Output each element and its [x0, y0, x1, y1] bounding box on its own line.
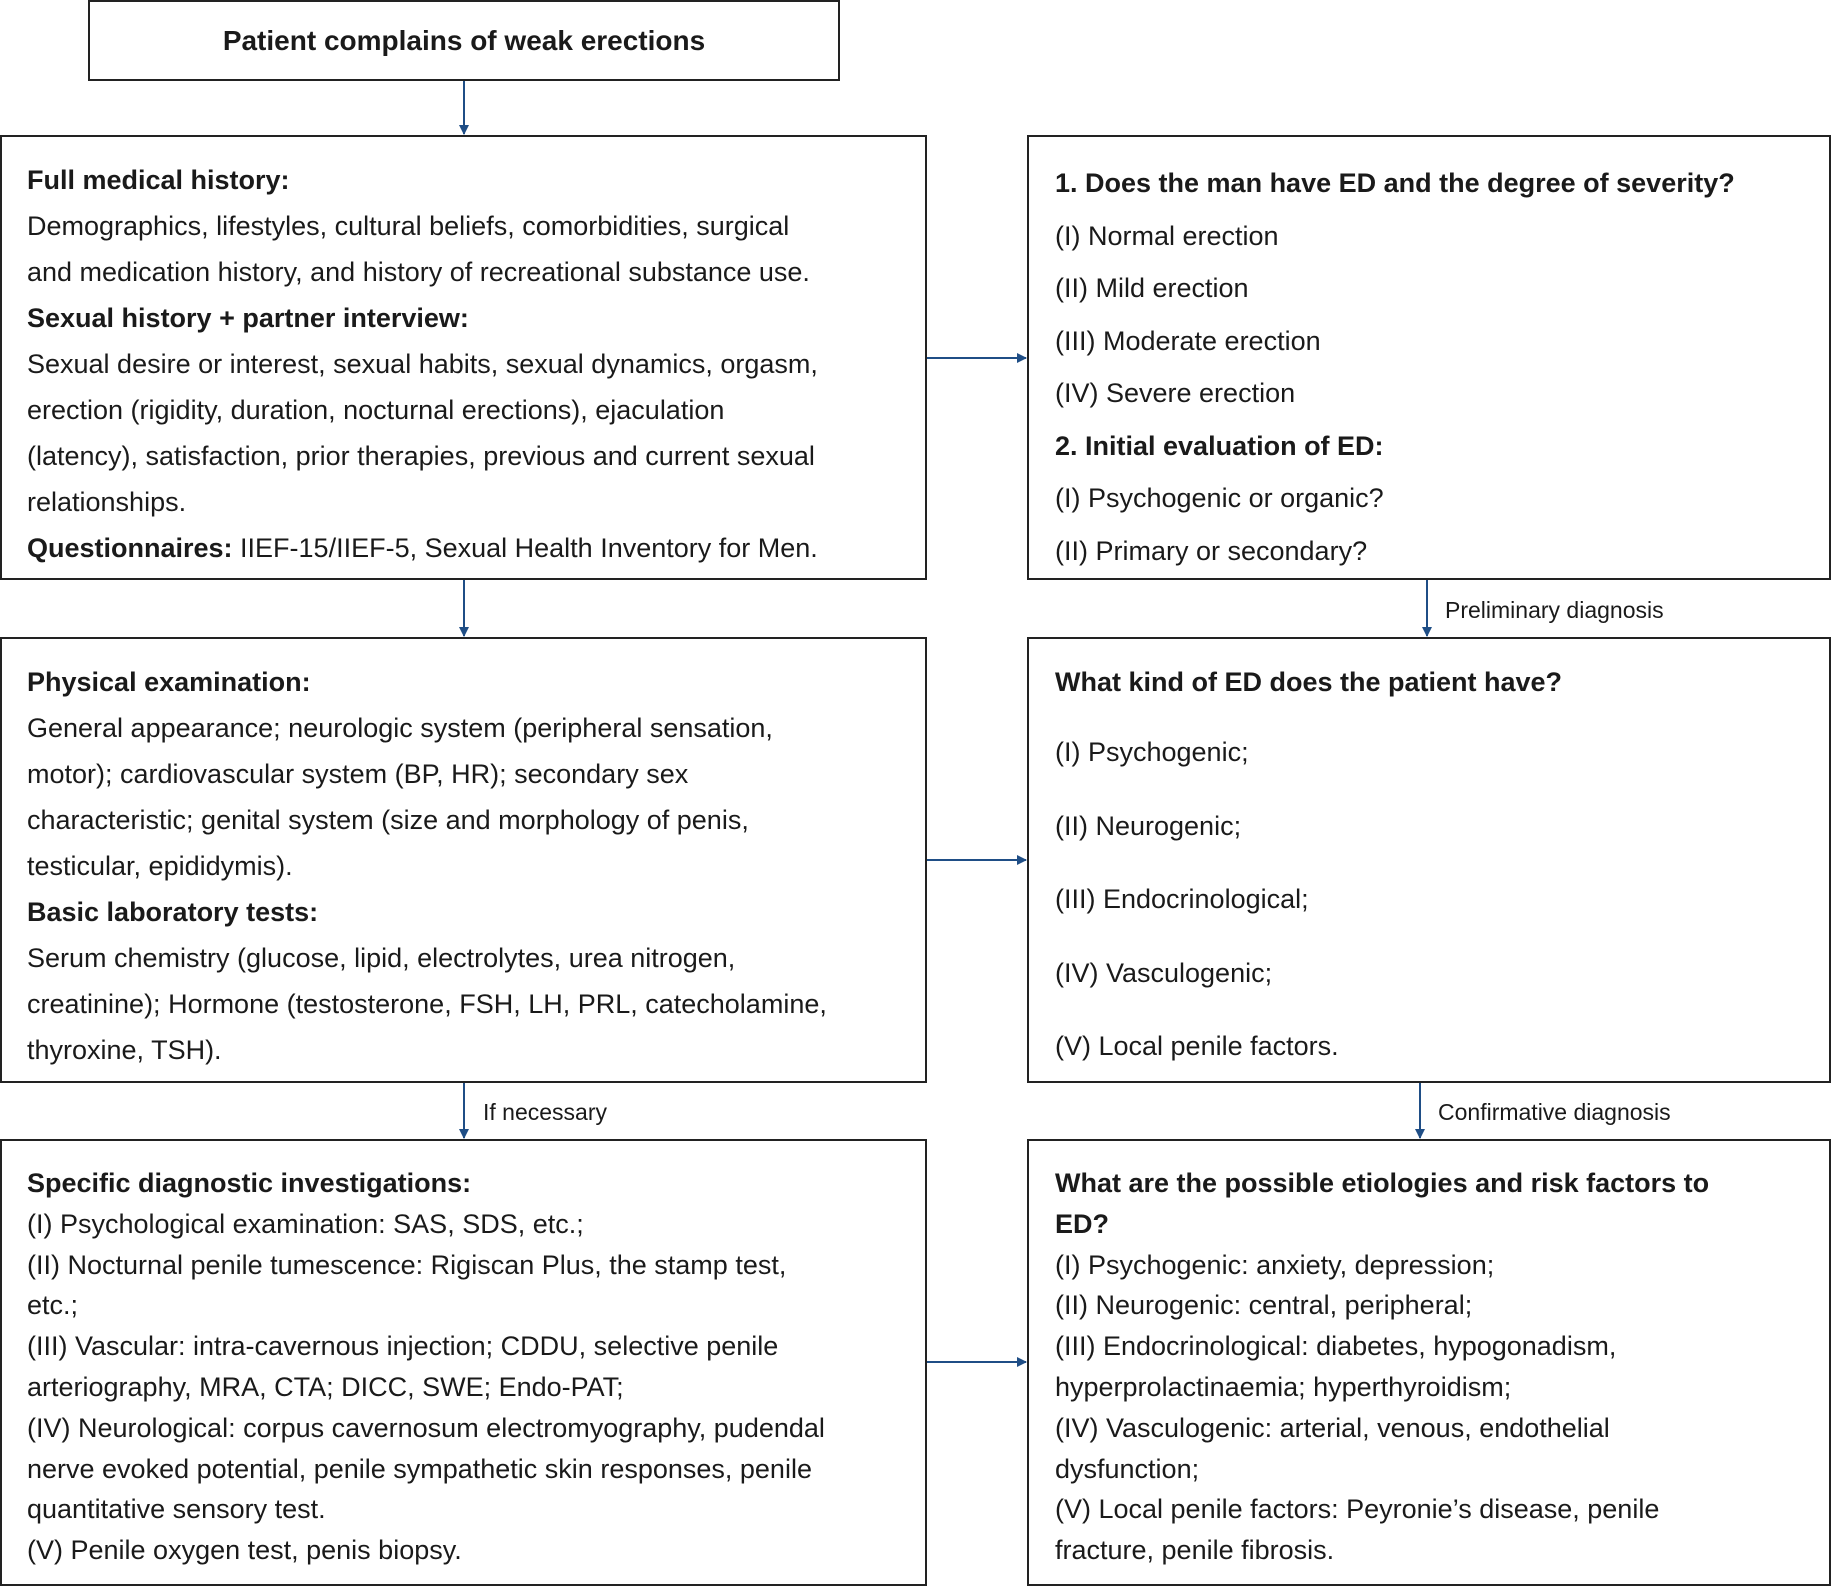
etiology-line: (III) Endocrinological: diabetes, hypogonadism,	[1055, 1331, 1617, 1362]
kind-item: (II) Neurogenic;	[1055, 810, 1242, 841]
physical-heading: Physical examination:	[27, 667, 311, 697]
box-ed-kind	[1027, 637, 1831, 1083]
etiology-line: (IV) Vasculogenic: arterial, venous, endothelial	[1055, 1412, 1610, 1443]
etiology-line: hyperprolactinaemia; hyperthyroidism;	[1055, 1371, 1512, 1402]
severity-heading: 1. Does the man have ED and the degree of severity?	[1055, 168, 1735, 198]
kind-item: (IV) Vasculogenic;	[1055, 957, 1273, 988]
box-physical-examination	[0, 637, 927, 1083]
questionnaires-line	[27, 525, 925, 571]
lab-tests-heading: Basic laboratory tests:	[27, 897, 319, 927]
specific-line: quantitative sensory test.	[27, 1494, 326, 1525]
sexual-history-line: Sexual desire or interest, sexual habits, sexual dynamics, orgasm,	[27, 349, 818, 379]
etiology-line: (V) Local penile factors: Peyronie’s disease, penile	[1055, 1494, 1660, 1525]
initial-evaluation-heading: 2. Initial evaluation of ED:	[1055, 430, 1384, 461]
sexual-history-heading: Sexual history + partner interview:	[27, 303, 469, 333]
etiology-heading: What are the possible etiologies and risk factors to	[1055, 1168, 1710, 1198]
etiology-line: (II) Neurogenic: central, peripheral;	[1055, 1290, 1473, 1321]
specific-line: (II) Nocturnal penile tumescence: Rigiscan Plus, the stamp test,	[27, 1249, 787, 1280]
etiology-line: fracture, penile fibrosis.	[1055, 1535, 1335, 1566]
box-medical-history	[0, 135, 927, 580]
label-preliminary-diagnosis: Preliminary diagnosis	[1445, 597, 1664, 623]
box-patient-complaint	[88, 0, 840, 81]
lab-tests-line: creatinine); Hormone (testosterone, FSH, LH, PRL, catecholamine,	[27, 989, 827, 1019]
kind-item: (III) Endocrinological;	[1055, 884, 1309, 914]
label-if-necessary: If necessary	[483, 1099, 607, 1125]
label-confirmative-diagnosis: Confirmative diagnosis	[1438, 1099, 1671, 1125]
specific-heading: Specific diagnostic investigations:	[27, 1168, 472, 1198]
etiology-line: dysfunction;	[1055, 1453, 1200, 1484]
sexual-history-line: erection (rigidity, duration, nocturnal erections), ejaculation	[27, 395, 725, 425]
physical-text-line: General appearance; neurologic system (peripheral sensation,	[27, 713, 773, 743]
specific-line: etc.;	[27, 1290, 79, 1321]
history-text-line: and medication history, and history of recreational substance use.	[27, 257, 810, 287]
kind-item: (V) Local penile factors.	[1055, 1031, 1339, 1061]
specific-line: (IV) Neurological: corpus cavernosum electromyography, pudendal	[27, 1412, 825, 1443]
questionnaires-heading: Questionnaires:	[27, 533, 233, 563]
box-etiologies	[1027, 1139, 1831, 1586]
box-specific-investigations	[0, 1139, 927, 1586]
sexual-history-line: (latency), satisfaction, prior therapies, previous and current sexual	[27, 441, 815, 471]
questionnaires-text: IIEF-15/IIEF-5, Sexual Health Inventory for Men.	[232, 533, 818, 563]
initial-evaluation-item: (II) Primary or secondary?	[1055, 535, 1368, 566]
physical-text-line: motor); cardiovascular system (BP, HR); secondary sex	[27, 759, 689, 789]
specific-line: nerve evoked potential, penile sympathetic skin responses, penile	[27, 1453, 812, 1484]
specific-line: (I) Psychological examination: SAS, SDS, etc.;	[27, 1208, 584, 1239]
history-text-line: Demographics, lifestyles, cultural beliefs, comorbidities, surgical	[27, 211, 790, 241]
initial-evaluation-item: (I) Psychogenic or organic?	[1055, 483, 1384, 513]
severity-item: (IV) Severe erection	[1055, 378, 1296, 408]
physical-text-line: characteristic; genital system (size and morphology of penis,	[27, 805, 749, 835]
severity-item: (II) Mild erection	[1055, 273, 1249, 303]
severity-item: (I) Normal erection	[1055, 220, 1279, 251]
lab-tests-line: Serum chemistry (glucose, lipid, electrolytes, urea nitrogen,	[27, 943, 736, 973]
physical-text-line: testicular, epididymis).	[27, 851, 293, 881]
complaint-title: Patient complains of weak erections	[222, 24, 706, 56]
severity-item: (III) Moderate erection	[1055, 325, 1321, 356]
etiology-line: (I) Psychogenic: anxiety, depression;	[1055, 1249, 1495, 1280]
specific-line: (V) Penile oxygen test, penis biopsy.	[27, 1535, 462, 1566]
lab-tests-line: thyroxine, TSH).	[27, 1035, 222, 1065]
specific-line: arteriography, MRA, CTA; DICC, SWE; Endo-PAT;	[27, 1371, 624, 1402]
kind-item: (I) Psychogenic;	[1055, 737, 1249, 767]
kind-heading: What kind of ED does the patient have?	[1055, 667, 1563, 697]
history-heading: Full medical history:	[27, 165, 290, 195]
box-ed-severity	[1027, 135, 1831, 580]
sexual-history-line: relationships.	[27, 487, 187, 517]
etiology-heading: ED?	[1055, 1208, 1109, 1239]
specific-line: (III) Vascular: intra-cavernous injection; CDDU, selective penile	[27, 1331, 779, 1362]
